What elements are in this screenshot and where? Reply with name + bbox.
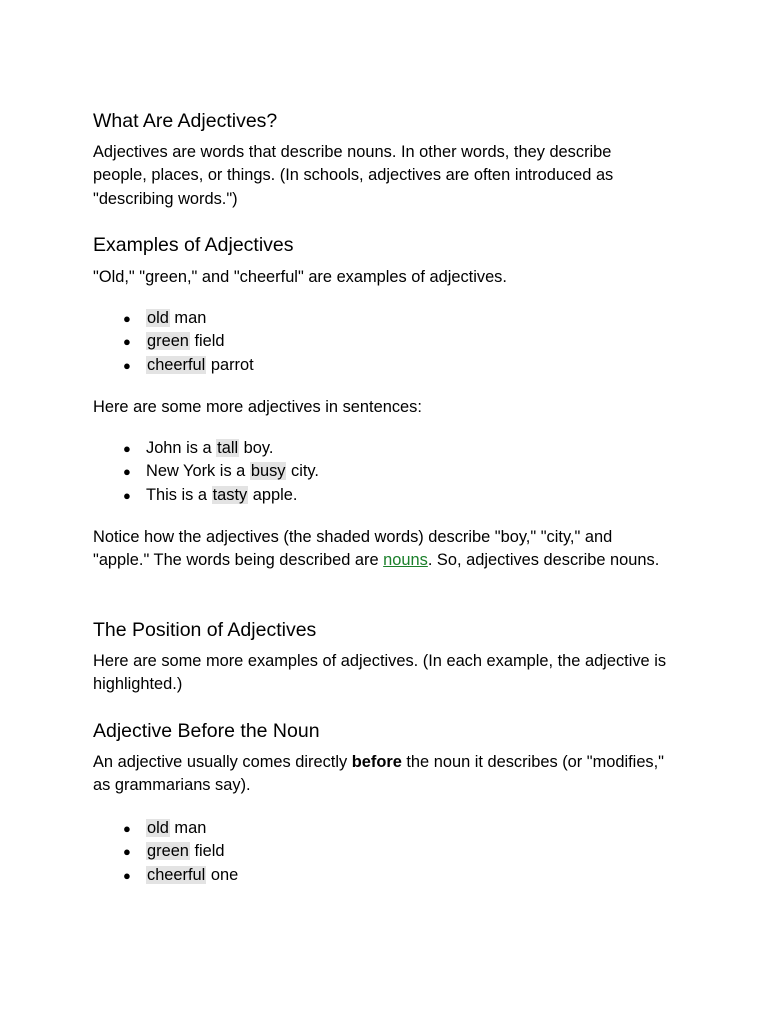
highlighted-adjective: green bbox=[147, 842, 189, 861]
adjective-list-1 bbox=[123, 307, 254, 377]
highlighted-adjective: old bbox=[147, 309, 169, 327]
bullet-icon: ● bbox=[123, 357, 131, 373]
paragraph-position-intro: Here are some more examples of adjectives. (In each example, the adjective is highlighted.) bbox=[93, 652, 667, 694]
list-item-text: man bbox=[169, 309, 207, 327]
highlighted-adjective: tall bbox=[217, 439, 239, 457]
bold-before: before bbox=[351, 753, 402, 771]
list-item bbox=[123, 817, 238, 840]
list-item bbox=[123, 864, 239, 887]
bullet-icon: ● bbox=[123, 821, 131, 836]
paragraph-definition: Adjectives are words that describe nouns. In other words, they describe people, places, or things. (In schools, adjectives are often introduced as "describing words.") bbox=[93, 143, 614, 208]
before-text-end: the noun it describes (or "modifies," as grammarians say). bbox=[93, 753, 664, 795]
bullet-icon: ● bbox=[123, 334, 131, 350]
heading-examples-of-adjectives: Examples of Adjectives bbox=[93, 234, 294, 256]
highlighted-adjective: cheerful bbox=[147, 865, 206, 884]
list-item bbox=[123, 437, 319, 460]
bullet-icon: ● bbox=[123, 311, 131, 326]
paragraph-examples-intro: "Old," "green," and "cheerful" are examples of adjectives. bbox=[93, 268, 507, 286]
bullet-icon: ● bbox=[123, 464, 131, 480]
adjective-sentence-list bbox=[123, 437, 319, 507]
bullet-icon: ● bbox=[123, 487, 131, 503]
nouns-link[interactable]: nouns bbox=[383, 551, 428, 570]
sentence-prefix: New York is a bbox=[146, 462, 250, 481]
list-item bbox=[123, 307, 254, 330]
list-item bbox=[123, 330, 254, 353]
paragraph-notice bbox=[93, 526, 668, 573]
list-item-text: one bbox=[206, 865, 239, 884]
bullet-icon: ● bbox=[123, 844, 131, 860]
heading-adjective-before-noun: Adjective Before the Noun bbox=[93, 720, 320, 742]
list-item bbox=[123, 484, 319, 507]
paragraph-before-noun bbox=[93, 751, 668, 798]
list-item-text: field bbox=[189, 842, 225, 861]
heading-position-of-adjectives: The Position of Adjectives bbox=[93, 619, 317, 641]
highlighted-adjective: busy bbox=[250, 462, 286, 481]
list-item bbox=[123, 460, 319, 483]
highlighted-adjective: green bbox=[147, 332, 189, 351]
sentence-prefix: This is a bbox=[146, 485, 212, 504]
before-text-start: An adjective usually comes directly bbox=[93, 753, 352, 771]
sentence-prefix: John is a bbox=[146, 439, 217, 457]
highlighted-adjective: cheerful bbox=[147, 355, 206, 374]
sentence-suffix: apple. bbox=[248, 485, 298, 504]
list-item-text: man bbox=[169, 819, 207, 837]
adjective-list-2 bbox=[123, 817, 239, 887]
bullet-icon: ● bbox=[123, 441, 131, 456]
notice-text-start: Notice how the adjectives (the shaded words) describe "boy," "city," and "apple." The words being described are bbox=[93, 528, 613, 570]
list-item-text: parrot bbox=[206, 355, 254, 374]
sentence-suffix: boy. bbox=[239, 439, 274, 457]
heading-what-are-adjectives: What Are Adjectives? bbox=[93, 110, 278, 132]
notice-text-end: . So, adjectives describe nouns. bbox=[427, 551, 660, 570]
sentence-suffix: city. bbox=[286, 462, 319, 481]
bullet-icon: ● bbox=[123, 867, 131, 883]
list-item-text: field bbox=[189, 332, 225, 351]
list-item bbox=[123, 840, 238, 863]
list-item bbox=[123, 354, 254, 377]
highlighted-adjective: tasty bbox=[212, 485, 248, 504]
paragraph-sentences-intro: Here are some more adjectives in sentences: bbox=[93, 398, 422, 416]
highlighted-adjective: old bbox=[147, 819, 169, 837]
